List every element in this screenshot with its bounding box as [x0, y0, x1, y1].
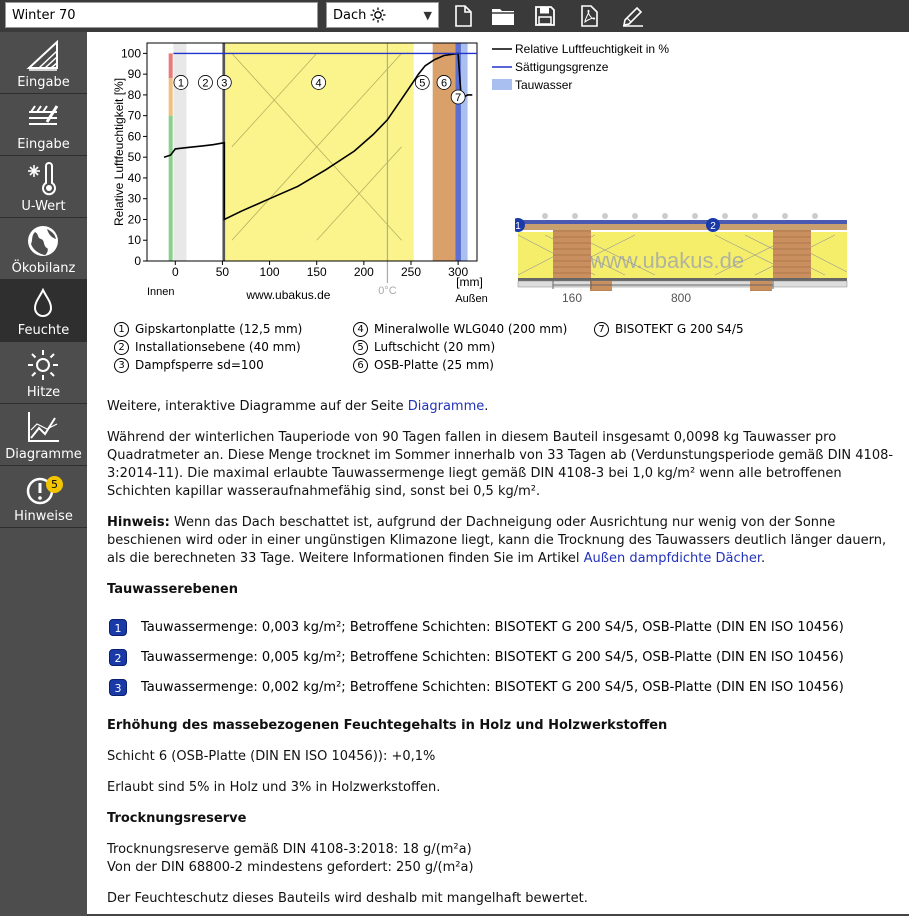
legend-swatch-condensate [492, 79, 512, 90]
project-name-input[interactable] [5, 2, 318, 28]
wood-moisture-heading: Erhöhung des massebezogenen Feuchtegehalts in Holz und Holzwerkstoffen [107, 718, 668, 733]
layer-marker-label: 1 [177, 77, 185, 90]
condensate-summary: Während der winterlichen Tauperiode von 90 Tagen fallen in diesem Bauteil insgesamt 0,0098 kg Tauwasser pro Quadratmeter an. Diese Menge trocknet im Sommer innerhalb von 33 Tagen ab (Verdunstungsperiode gemäß DIN 4108-3:2014-11). Die maximal erlaubte Tauwassermenge liegt gemäß DIN 4108-3 bei 1,0 kg/m² wenn alle betroffenen Schichten kapillar wasseraufnahmefähig sind, sonst bei 0,5 kg/m². [107, 430, 894, 499]
dim-label-spacing: 800 [670, 291, 692, 305]
osb-layer [518, 224, 847, 230]
outside-label: Außen [455, 293, 488, 305]
plane-number: 3 [109, 679, 127, 696]
plane-text: Tauwassermenge: 0,002 kg/m²; Betroffene Schichten: BISOTEKT G 200 S4/5, OSB-Platte (DIN EN ISO 10456) [141, 680, 844, 695]
condensate-plane-row [109, 619, 844, 636]
layer-number: 2 [114, 340, 129, 355]
globe-icon [25, 224, 61, 258]
top-toolbar [0, 0, 909, 32]
layer-marker-label: 5 [419, 77, 426, 90]
layer-label: Mineralwolle WLG040 (200 mm) [374, 322, 568, 336]
vapour-barrier [518, 278, 847, 281]
hint-label: Hinweis: [107, 515, 170, 530]
drop-icon [25, 286, 61, 320]
layer-marker-label: 4 [315, 77, 322, 90]
thermometer-icon [25, 162, 61, 196]
chart-legend [487, 40, 687, 100]
plane-number: 2 [109, 649, 127, 666]
sidebar-item-eingabe-construction[interactable] [0, 32, 87, 94]
layer-label: OSB-Platte (25 mm) [374, 358, 494, 372]
dim-label-rafter: 160 [561, 291, 583, 305]
y-tick-label: 30 [127, 191, 141, 206]
layer-marker-label: 6 [440, 77, 448, 90]
y-tick-label: 40 [127, 170, 141, 185]
sidebar-item-oekobilanz[interactable] [0, 218, 87, 280]
roof-section-drawing [515, 180, 850, 305]
wood-moisture-value: Schicht 6 (OSB-Platte (DIN EN ISO 10456)): +0,1% [107, 749, 436, 764]
more-diagrams-text: Weitere, interaktive Diagramme auf der Seite Diagramme. [107, 399, 489, 414]
x-tick-label: 300 [448, 265, 469, 279]
pdf-icon[interactable] [576, 3, 602, 29]
x-tick-label: 150 [306, 265, 327, 279]
x-tick-label: 250 [400, 265, 422, 279]
y-tick-label: 10 [127, 233, 141, 248]
file-new-icon[interactable] [450, 3, 476, 29]
y-tick-label: 70 [127, 108, 141, 123]
inside-label: Innen [147, 286, 175, 298]
gypsum-board [518, 281, 847, 287]
construction-icon [25, 38, 61, 72]
y-tick-label: 0 [134, 254, 141, 268]
membrane-layer [518, 220, 847, 224]
layer-number: 6 [353, 358, 368, 373]
temp-strip [169, 53, 173, 78]
condensate-plane-row [109, 649, 844, 666]
temp-strip [169, 78, 173, 115]
sidebar-item-label: Diagramme [5, 447, 82, 462]
y-tick-label: 20 [127, 212, 141, 227]
sidebar-item-label: U-Wert [21, 199, 66, 214]
temp-strip [169, 116, 173, 261]
notification-badge: 5 [46, 476, 63, 493]
y-tick-label: 60 [127, 129, 141, 144]
diagrams-link[interactable]: Diagramme [407, 399, 485, 414]
article-link[interactable]: Außen dampfdichte Dächer [583, 551, 762, 566]
planes-heading: Tauwasserebenen [107, 582, 238, 597]
layer-legend [114, 321, 814, 377]
x-tick-label: 100 [259, 265, 280, 279]
x-tick-label: 200 [353, 265, 374, 279]
plane-number: 1 [109, 619, 127, 636]
rafter [773, 230, 811, 278]
x-tick-label: 0 [171, 265, 179, 279]
rafter [553, 230, 591, 278]
layer-band [461, 43, 468, 261]
drying-reserve-actual: Trocknungsreserve gemäß DIN 4108-3:2018: 18 g/(m²a) [107, 842, 472, 857]
chart-icon [25, 410, 61, 444]
layer-label: BISOTEKT G 200 S4/5 [615, 322, 744, 336]
chart-watermark: www.ubakus.de [246, 288, 331, 302]
plane-text: Tauwassermenge: 0,005 kg/m²; Betroffene Schichten: BISOTEKT G 200 S4/5, OSB-Platte (DIN EN ISO 10456) [141, 650, 844, 665]
chevron-down-icon: ▼ [423, 8, 432, 22]
hint-paragraph: Hinweis: Wenn das Dach beschattet ist, aufgrund der Dachneigung oder Ausrichtung nur wenig von der Sonne beschienen wird oder in einer ungünstigen Klimazone liegt, kann die Trocknung des Tauwassers deutlich länger dauern, als die berechneten 33 Tage. Weitere Informationen finden Sie im Artikel Außen dampfdichte Dächer. [107, 515, 887, 566]
sidebar-item-feuchte[interactable] [0, 280, 87, 342]
layer-marker-label: 7 [455, 91, 462, 104]
layer-marker-label: 3 [221, 77, 228, 90]
layer-number: 4 [353, 322, 368, 337]
drying-reserve-required: Von der DIN 68800-2 mindestens gefordert: 250 g/(m²a) [107, 860, 474, 875]
sidebar-item-hinweise[interactable] [0, 466, 87, 528]
main-content [87, 32, 909, 916]
layer-label: Installationsebene (40 mm) [135, 340, 301, 354]
component-type-value: Dach [333, 7, 367, 23]
svg-text:2: 2 [710, 221, 716, 232]
wood-moisture-allowed: Erlaubt sind 5% in Holz und 3% in Holzwerkstoffen. [107, 780, 441, 795]
layer-label: Luftschicht (20 mm) [374, 340, 496, 354]
sidebar-item-u-wert[interactable] [0, 156, 87, 218]
condensate-plane-row [109, 679, 844, 696]
y-tick-label: 90 [127, 67, 141, 82]
sun-icon [370, 7, 386, 23]
humidity-chart[interactable] [87, 32, 497, 312]
sidebar [0, 32, 87, 916]
zero-degree-label: 0°C [378, 285, 397, 297]
x-tick-label: 50 [215, 265, 230, 279]
sidebar-item-diagramme[interactable] [0, 404, 87, 466]
y-tick-label: 80 [127, 87, 141, 102]
verdict-text: Der Feuchteschutz dieses Bauteils wird deshalb mit mangelhaft bewertet. [107, 891, 588, 906]
sun-icon [25, 348, 61, 382]
sidebar-item-eingabe-layers[interactable] [0, 94, 87, 156]
svg-text:1: 1 [515, 221, 521, 232]
edit-icon[interactable] [620, 3, 646, 29]
sidebar-item-label: Hitze [26, 385, 61, 400]
sidebar-item-label: Hinweise [14, 509, 73, 524]
y-tick-label: 50 [127, 150, 141, 165]
save-icon[interactable] [532, 3, 558, 29]
legend-label-saturation: Sättigungsgrenze [515, 60, 609, 74]
legend-label-condensate: Tauwasser [515, 78, 573, 92]
sidebar-item-label: Eingabe [17, 137, 70, 152]
y-tick-label: 100 [120, 46, 141, 61]
watermark: www.ubakus.de [590, 248, 745, 273]
layer-number: 3 [114, 358, 129, 373]
sidebar-item-label: Eingabe [17, 75, 70, 90]
folder-open-icon[interactable] [490, 3, 516, 29]
sidebar-item-hitze[interactable] [0, 342, 87, 404]
layer-label: Dampfsperre sd=100 [135, 358, 264, 372]
layer-number: 1 [114, 322, 129, 337]
drying-reserve-heading: Trocknungsreserve [107, 811, 247, 826]
plane-text: Tauwassermenge: 0,003 kg/m²; Betroffene Schichten: BISOTEKT G 200 S4/5, OSB-Platte (DIN EN ISO 10456) [141, 620, 844, 635]
sidebar-item-label: Feuchte [17, 323, 70, 338]
layer-number: 7 [594, 322, 609, 337]
component-type-select[interactable] [326, 2, 439, 28]
legend-label-rh: Relative Luftfeuchtigkeit in % [515, 42, 670, 56]
y-axis-label: Relative Luftfeuchtigkeit [%] [112, 77, 126, 227]
sidebar-item-label: Ökobilanz [11, 261, 76, 276]
layer-label: Gipskartonplatte (12,5 mm) [135, 322, 303, 336]
layers-icon [25, 100, 61, 134]
x-axis-label: [mm] [456, 275, 483, 289]
layer-number: 5 [353, 340, 368, 355]
layer-marker-label: 2 [202, 77, 209, 90]
